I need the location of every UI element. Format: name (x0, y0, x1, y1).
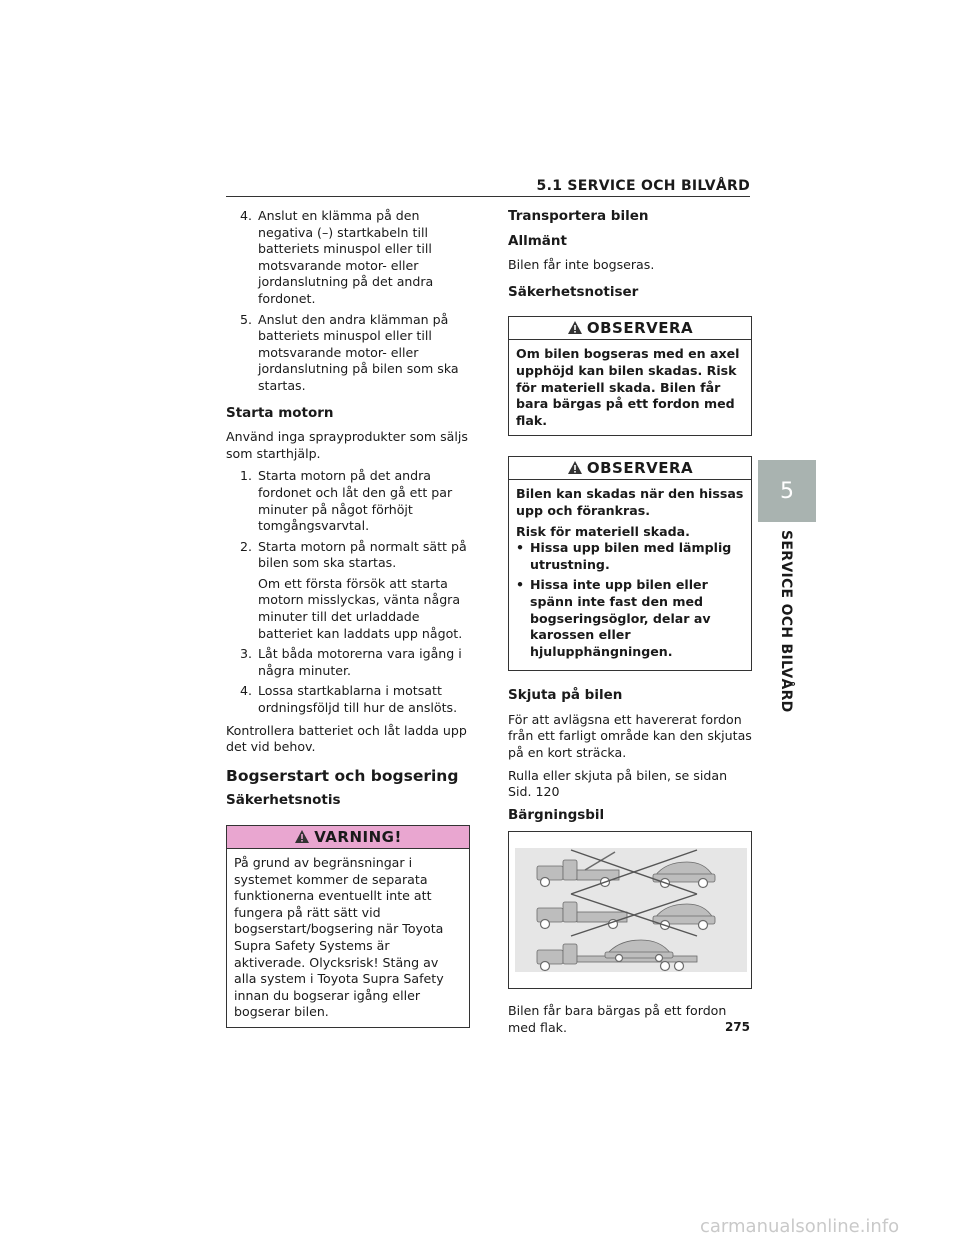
page-link[interactable]: Sid. 120 (508, 784, 560, 800)
tow-start-heading: Bogserstart och bogsering (226, 766, 459, 785)
step-number: 2. (239, 538, 252, 554)
step-number: 4. (239, 683, 252, 699)
bullet-icon: • (516, 540, 525, 556)
warning-triangle-icon (567, 320, 583, 336)
start-engine-heading: Starta motorn (226, 404, 334, 421)
page-number: 275 (724, 1020, 750, 1034)
safety-notices-heading: Säkerhetsnotiser (508, 283, 639, 300)
warning-title: VARNING! (314, 827, 402, 846)
warning-triangle-icon (567, 460, 583, 476)
warning-triangle-icon (294, 829, 310, 845)
step-number: 5. (239, 311, 252, 327)
watermark: carmanualsonline.info (700, 1216, 900, 1237)
notice-title: OBSERVERA (586, 459, 694, 478)
safety-notice-heading: Säkerhetsnotis (226, 792, 341, 809)
warning-box (226, 825, 470, 1028)
push-text: För att avlägsna ett havererat fordon från ett farligt område kan den skjutas på en kort sträcka. (508, 711, 752, 761)
notice-box-2 (508, 456, 752, 671)
figure-caption: Bilen får bara bärgas på ett fordon med flak. (508, 1003, 727, 1036)
list-item (516, 577, 744, 660)
step-text: Starta motorn på normalt sätt på bilen som ska startas. (258, 538, 467, 571)
notice-text: Om bilen bogseras med en axel upphöjd kan bilen skadas. Risk för materiell skada. Bilen får bara bärgas på ett fordon med flak. (516, 346, 740, 428)
battery-note: Kontrollera batteriet och låt ladda upp det vid behov. (226, 722, 467, 755)
push-reference-text: Rulla eller skjuta på bilen, se sidan (508, 767, 728, 783)
bullet-icon: • (516, 577, 525, 593)
start-intro: Använd inga sprayprodukter som säljs som starthjälp. (226, 429, 468, 461)
push-reference (508, 768, 752, 801)
push-heading: Skjuta på bilen (508, 687, 623, 704)
step-number: 1. (239, 468, 252, 484)
notice-header (509, 457, 751, 480)
step-number: 3. (239, 646, 252, 662)
notice-line: Bilen kan skadas när den hissas upp och förankras. (516, 486, 744, 518)
step-text: Lossa startkablarna i motsatt ordningsföljd till hur de anslöts. (258, 683, 458, 716)
list-item (226, 468, 470, 534)
notice-title: OBSERVERA (586, 319, 694, 338)
general-heading: Allmänt (508, 232, 567, 249)
left-column (226, 208, 470, 1044)
chapter-tab[interactable] (758, 460, 816, 522)
list-item (226, 539, 470, 572)
tow-truck-figure (508, 831, 752, 989)
list-item (226, 312, 470, 395)
chapter-number: 5 (780, 478, 794, 504)
chapter-side-label (756, 530, 816, 713)
running-header (226, 178, 750, 197)
notice-header (509, 317, 751, 340)
right-column (508, 208, 752, 1043)
step-note: Om ett första försök att starta motorn misslyckas, vänta några minuter till det urladdade batteriet kan laddats upp något. (258, 575, 463, 641)
warning-header (227, 826, 469, 849)
transport-heading: Transportera bilen (508, 208, 649, 224)
list-item (226, 646, 470, 679)
step-number: 4. (239, 208, 252, 223)
bullet-text: Hissa inte upp bilen eller spänn inte fast den med bogseringsöglor, delar av karossen eller hjulupphängningen. (530, 577, 711, 659)
step-text: Låt båda motorerna vara igång i några minuter. (258, 646, 462, 678)
list-item (516, 540, 744, 573)
step-text: Starta motorn på det andra fordonet och låt den gå ett par minuter på något förhöjt tomgångsvarvtal. (258, 468, 453, 534)
notice-body (509, 480, 751, 670)
step-text: Anslut den andra klämman på batteriets minuspol eller till motsvarande motor- eller jordanslutning på bilen som ska startas. (258, 311, 459, 393)
tow-truck-illustration (515, 848, 747, 972)
chapter-label: SERVICE OCH BILVÅRD (778, 530, 794, 713)
list-item (226, 683, 470, 716)
tow-truck-heading: Bärgningsbil (508, 806, 605, 823)
general-text: Bilen får inte bogseras. (508, 257, 655, 273)
notice-line: Risk för materiell skada. (516, 523, 690, 539)
list-item (226, 208, 470, 308)
warning-text: På grund av begränsningar i systemet kommer de separata funktionerna eventuellt inte att fungera på rätt sätt vid bogserstart/bogsering när Toyota Supra Safety Systems är aktiverade. Olycksrisk! Stäng av alla system i Toyota Supra Safety innan du bogserar igång eller bogserar bilen. (234, 855, 444, 1020)
bullet-text: Hissa upp bilen med lämplig utrustning. (530, 540, 732, 572)
notice-box-1 (508, 316, 752, 436)
section-title: 5.1 SERVICE OCH BILVÅRD (536, 178, 750, 194)
step-text: Anslut en klämma på den negativa (–) startkabeln till batteriets minuspol eller till motsvarande motor- eller jordanslutning på det andra fordonet. (258, 208, 434, 306)
